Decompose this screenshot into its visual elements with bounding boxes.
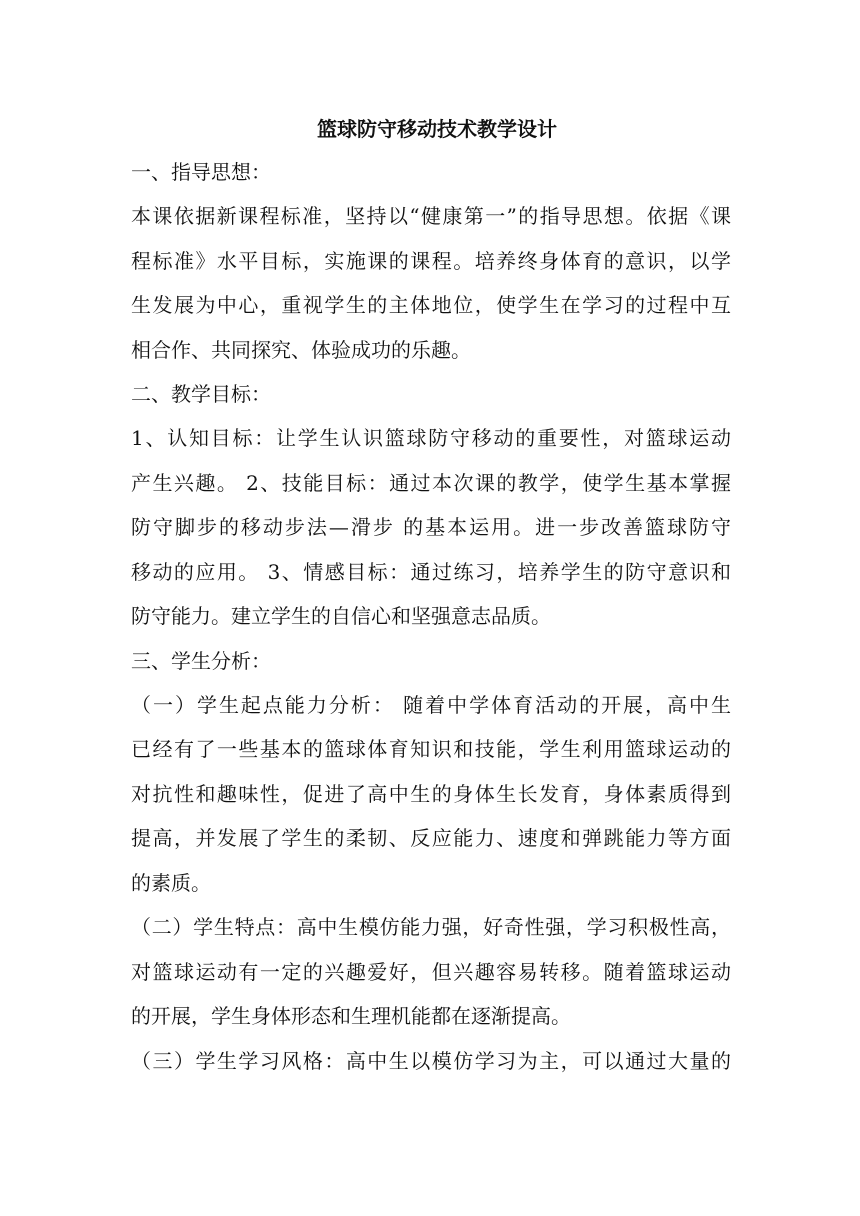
paragraph-guiding-thought bbox=[131, 194, 731, 372]
section-heading-teaching-goals: 二、教学目标： bbox=[131, 382, 271, 406]
section-heading-student-analysis: 三、学生分析： bbox=[131, 648, 271, 673]
text-line: 相合作、共同探究、体验成功的乐趣。 bbox=[131, 337, 471, 362]
paragraph-starting-ability bbox=[131, 683, 731, 906]
text-line: 对篮球运动有一定的兴趣爱好，但兴趣容易转移。随着篮球运动 bbox=[131, 959, 731, 984]
text-line: 本课依据新课程标准，坚持以“健康第一”的指导思想。依据《课 bbox=[131, 204, 731, 228]
text-line: 提高，并发展了学生的柔韧、反应能力、速度和弹跳能力等方面 bbox=[131, 826, 731, 850]
section-heading-guiding-thought: 一、指导思想： bbox=[131, 160, 271, 184]
document-body bbox=[131, 108, 731, 1083]
text-line: 防守能力。建立学生的自信心和坚强意志品质。 bbox=[131, 604, 551, 628]
text-line: 移动的应用。 3、情感目标：通过练习，培养学生的防守意识和 bbox=[131, 559, 731, 584]
paragraph-teaching-goals bbox=[131, 416, 731, 639]
text-line: 对抗性和趣味性，促进了高中生的身体生长发育，身体素质得到 bbox=[131, 781, 731, 806]
text-line: （二）学生特点：高中生模仿能力强，好奇性强，学习积极性高， bbox=[131, 915, 731, 939]
text-line: （三）学生学习风格：高中生以模仿学习为主，可以通过大量的 bbox=[131, 1048, 731, 1073]
text-line: 1、认知目标：让学生认识篮球防守移动的重要性，对篮球运动 bbox=[131, 426, 731, 450]
text-line: 防守脚步的移动步法—滑步 的基本运用。进一步改善篮球防守 bbox=[131, 515, 731, 539]
text-line: 的素质。 bbox=[131, 870, 211, 895]
text-line: 产生兴趣。 2、技能目标：通过本次课的教学，使学生基本掌握 bbox=[131, 470, 731, 495]
text-line: 生发展为中心，重视学生的主体地位，使学生在学习的过程中互 bbox=[131, 293, 731, 317]
text-line: （一）学生起点能力分析： 随着中学体育活动的开展，高中生 bbox=[131, 692, 731, 717]
text-line: 已经有了一些基本的篮球体育知识和技能，学生利用篮球运动的 bbox=[131, 737, 731, 761]
paragraph-learning-style bbox=[131, 1039, 731, 1084]
document-title: 篮球防守移动技术教学设计 bbox=[317, 117, 557, 141]
paragraph-student-traits bbox=[131, 905, 731, 1039]
text-line: 程标准》水平目标，实施课的课程。培养终身体育的意识，以学 bbox=[131, 248, 731, 273]
text-line: 的开展，学生身体形态和生理机能都在逐渐提高。 bbox=[131, 1004, 571, 1028]
